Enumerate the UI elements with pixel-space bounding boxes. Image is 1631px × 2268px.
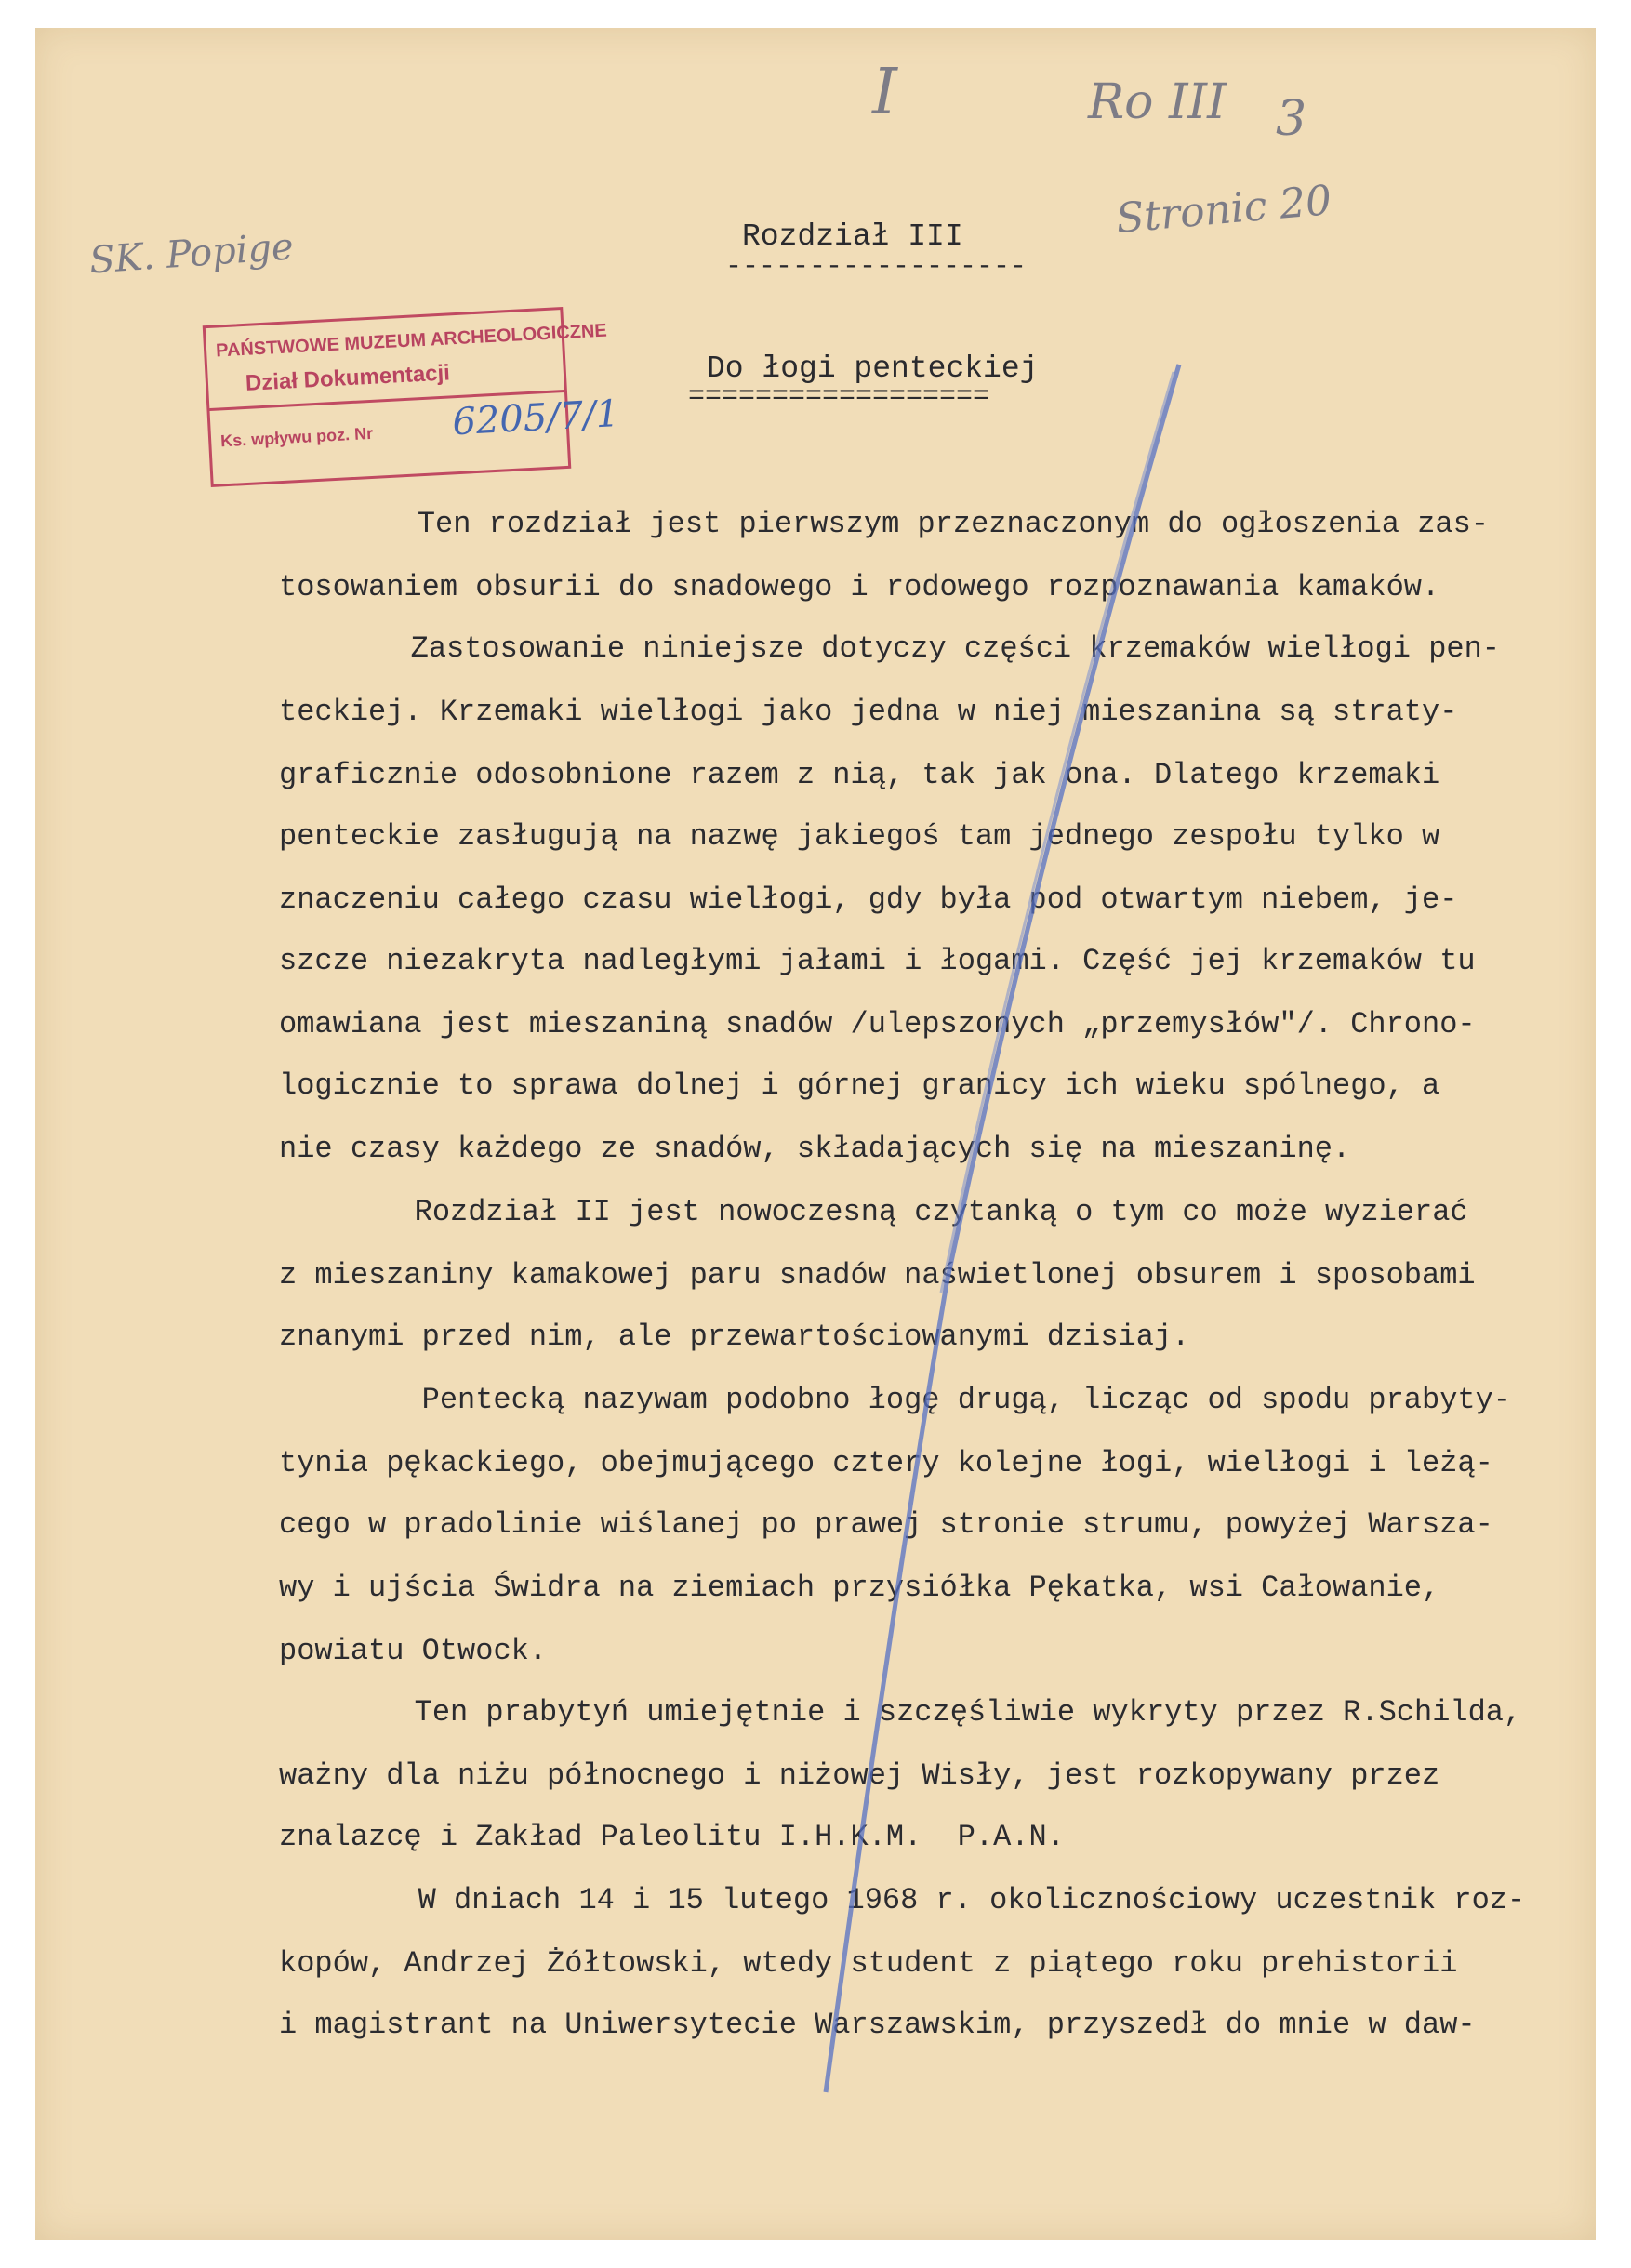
body-line: penteckie zasługują na nazwę jakiegoś tam jednego zespołu tylko w [279, 819, 1440, 854]
archive-stamp [203, 307, 621, 487]
body-line: Ten prabytyń umiejętnie i szczęśliwie wykryty przez R.Schilda, [361, 1695, 1522, 1730]
handwritten-page-count: Stronic 20 [1114, 176, 1334, 244]
body-line: graficznie odosobnione razem z nią, tak jak ona. Dlatego krzemaki [279, 758, 1440, 792]
chapter-title-rule: ------------------ [725, 251, 1028, 283]
body-line: szcze niezakryta nadległymi jałami i łogami. Część jej krzemaków tu [279, 944, 1476, 978]
body-line: i magistrant na Uniwersytecie Warszawskim, przyszedł do mnie w daw- [279, 2008, 1476, 2042]
body-line: logicznie to sprawa dolnej i górnej granicy ich wieku spólnego, a [279, 1068, 1440, 1103]
body-line: tosowaniem obsurii do snadowego i rodowego rozpoznawania kamaków. [279, 570, 1440, 604]
section-title-rule: ================== [688, 381, 990, 413]
body-line: kopów, Andrzej Żółtowski, wtedy student z piątego roku prehistorii [279, 1946, 1458, 1981]
body-line: Rozdział II jest nowoczesną czytanką o tym co może wyzierać [361, 1195, 1468, 1229]
stamp-department: Dział Dokumentacji [245, 360, 451, 396]
body-line: cego w pradolinie wiślanej po prawej stronie strumu, powyżej Warsza- [279, 1507, 1493, 1542]
body-line: z mieszaniny kamakowej paru snadów naświetlonej obsurem i sposobami [279, 1258, 1476, 1293]
body-line: znalazcę i Zakład Paleolitu I.H.K.M. P.A.N. [279, 1820, 1065, 1854]
handwritten-number: 3 [1276, 91, 1307, 147]
body-line: Ten rozdział jest pierwszym przeznaczonym do ogłoszenia zas- [346, 507, 1489, 541]
body-line: znaczeniu całego czasu wielłogi, gdy była pod otwartym niebem, je- [279, 882, 1458, 917]
section-title: Do łogi penteckiej [707, 351, 1039, 386]
stamp-register-number: 6205/7/1 [451, 391, 621, 444]
body-line: tynia pękackiego, obejmującego cztery kolejne łogi, wielłogi i leżą- [279, 1446, 1493, 1480]
chapter-title: Rozdział III [742, 219, 963, 254]
body-line: ważny dla niżu północnego i niżowej Wisły, jest rozkopywany przez [279, 1758, 1440, 1793]
handwritten-ro-iii: Ro III [1088, 74, 1227, 130]
handwritten-mark-i: I [872, 56, 897, 129]
body-line: nie czasy każdego ze snadów, składających się na mieszaninę. [279, 1132, 1351, 1166]
handwritten-left-note: SK. Popige [87, 225, 296, 283]
body-line: znanymi przed nim, ale przewartościowanymi dzisiaj. [279, 1320, 1190, 1354]
stamp-institution: PAŃSTWOWE MUZEUM ARCHEOLOGICZNE [215, 320, 608, 362]
body-line: powiatu Otwock. [279, 1634, 548, 1668]
stamp-register-label: Ks. wpływu poz. Nr [219, 423, 374, 451]
body-line: Zastosowanie niniejsze dotyczy części krzemaków wielłogi pen- [357, 631, 1500, 666]
body-line: W dniach 14 i 15 lutego 1968 r. okolicznościowy uczestnik roz- [365, 1883, 1526, 1917]
body-line: Pentecką nazywam podobno łogę drugą, licząc od spodu prabyty- [368, 1383, 1511, 1417]
body-line: teckiej. Krzemaki wielłogi jako jedna w niej mieszanina są straty- [279, 695, 1458, 729]
body-line: omawiana jest mieszaniną snadów /ulepszonych „przemysłów"/. Chrono- [279, 1007, 1476, 1041]
body-line: wy i ujścia Świdra na ziemiach przysiółka Pękatka, wsi Całowanie, [279, 1571, 1440, 1605]
